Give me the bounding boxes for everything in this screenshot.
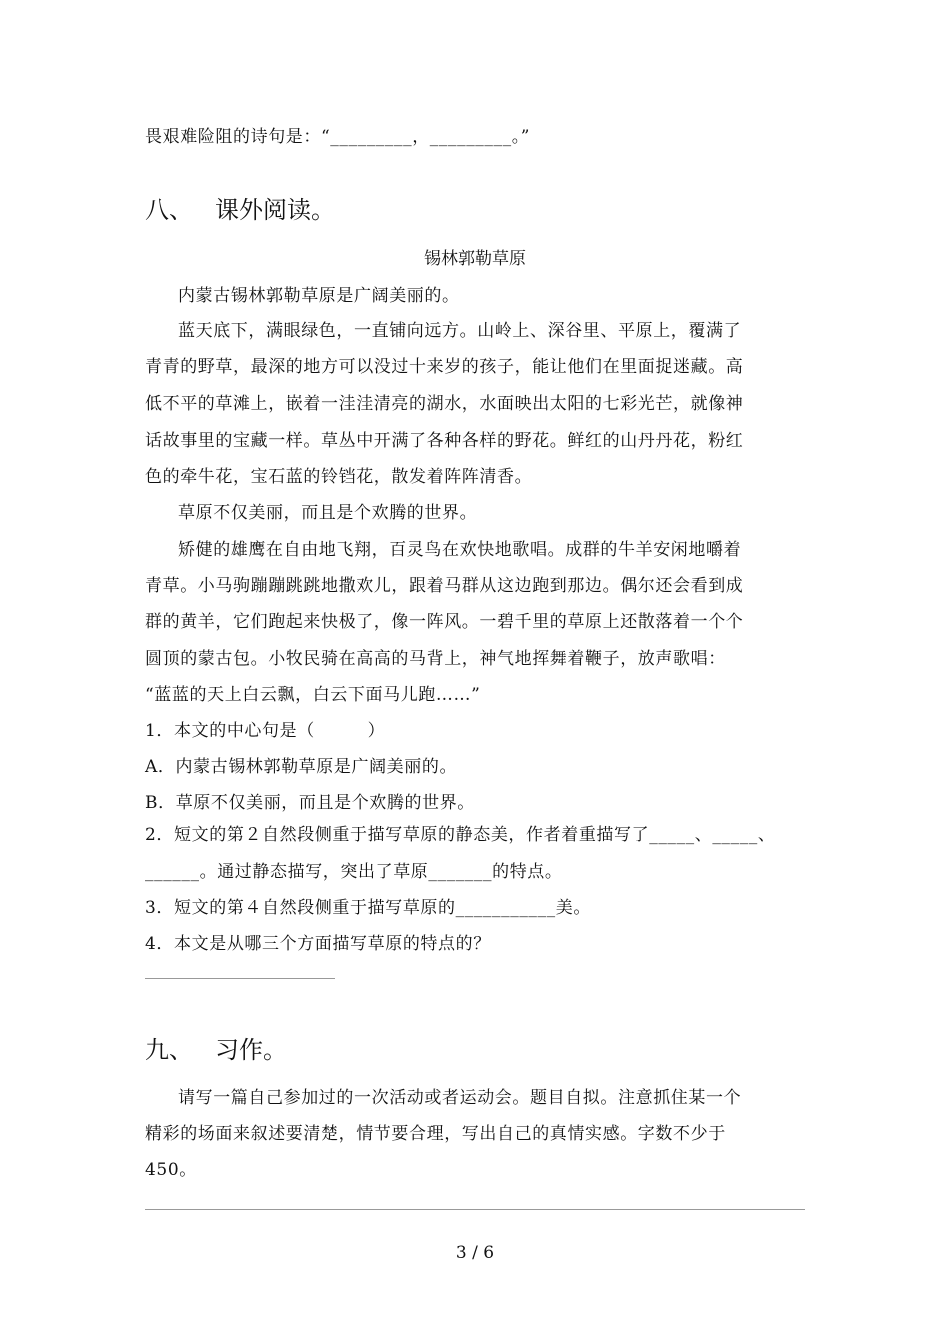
passage-title: 锡林郭勒草原 (424, 249, 526, 269)
passage-line: 群的黄羊，它们跑起来快极了，像一阵风。一碧千里的草原上还散落着一个个 (145, 612, 744, 632)
writing-prompt-line: 精彩的场面来叙述要清楚，情节要合理，写出自己的真情实感。字数不少于 (145, 1124, 726, 1144)
writing-prompt-line: 请写一篇自己参加过的一次活动或者运动会。题目自拟。注意抓住某一个 (178, 1088, 742, 1108)
poem-blank-line: 畏艰难险阻的诗句是：“_________，_________。” (145, 127, 531, 147)
page-number: 3 / 6 (455, 1243, 495, 1263)
question-1-option-a: A．内蒙古锡林郭勒草原是广阔美丽的。 (145, 757, 458, 777)
passage-line: 蓝天底下，满眼绿色，一直铺向远方。山岭上、深谷里、平原上，覆满了 (178, 321, 742, 341)
writing-prompt-line: 450。 (145, 1160, 197, 1180)
passage-line: 青草。小马驹蹦蹦跳跳地撒欢儿，跟着马群从这边跑到那边。偶尔还会看到成 (145, 576, 744, 596)
passage-line: 色的牵牛花，宝石蓝的铃铛花，散发着阵阵清香。 (145, 467, 533, 487)
writing-line (145, 1209, 805, 1210)
section-9-title: 习作。 (215, 1036, 287, 1064)
section-9-number: 九、 (145, 1036, 193, 1064)
section-8-heading (145, 190, 335, 225)
question-1: 1．本文的中心句是（ ） (145, 721, 386, 741)
passage-line: “蓝蓝的天上白云飘，白云下面马儿跑……” (145, 685, 481, 705)
section-8-title: 课外阅读。 (215, 196, 335, 224)
passage-line: 话故事里的宝藏一样。草丛中开满了各种各样的野花。鲜红的山丹丹花，粉红 (145, 431, 744, 451)
passage-line: 低不平的草滩上，嵌着一洼洼清亮的湖水，水面映出太阳的七彩光芒，就像神 (145, 394, 744, 414)
passage-line: 圆顶的蒙古包。小牧民骑在高高的马背上，神气地挥舞着鞭子，放声歌唱： (145, 649, 726, 669)
question-1-option-b: B．草原不仅美丽，而且是个欢腾的世界。 (145, 793, 475, 813)
section-8-number: 八、 (145, 196, 193, 224)
section-9-heading (145, 1030, 287, 1065)
passage-line: 草原不仅美丽，而且是个欢腾的世界。 (178, 503, 478, 523)
passage-line: 内蒙古锡林郭勒草原是广阔美丽的。 (178, 286, 460, 306)
answer-line (145, 978, 335, 979)
passage-line: 矫健的雄鹰在自由地飞翔，百灵鸟在欢快地歌唱。成群的牛羊安闲地嚼着 (178, 540, 742, 560)
question-4: 4．本文是从哪三个方面描写草原的特点的？ (145, 934, 491, 954)
question-2-continued: ______。通过静态描写，突出了草原_______的特点。 (145, 862, 563, 882)
question-2: 2．短文的第２自然段侧重于描写草原的静态美，作者着重描写了_____、_____、 (145, 825, 776, 845)
question-3: 3．短文的第４自然段侧重于描写草原的___________美。 (145, 898, 591, 918)
passage-line: 青青的野草，最深的地方可以没过十来岁的孩子，能让他们在里面捉迷藏。高 (145, 357, 744, 377)
